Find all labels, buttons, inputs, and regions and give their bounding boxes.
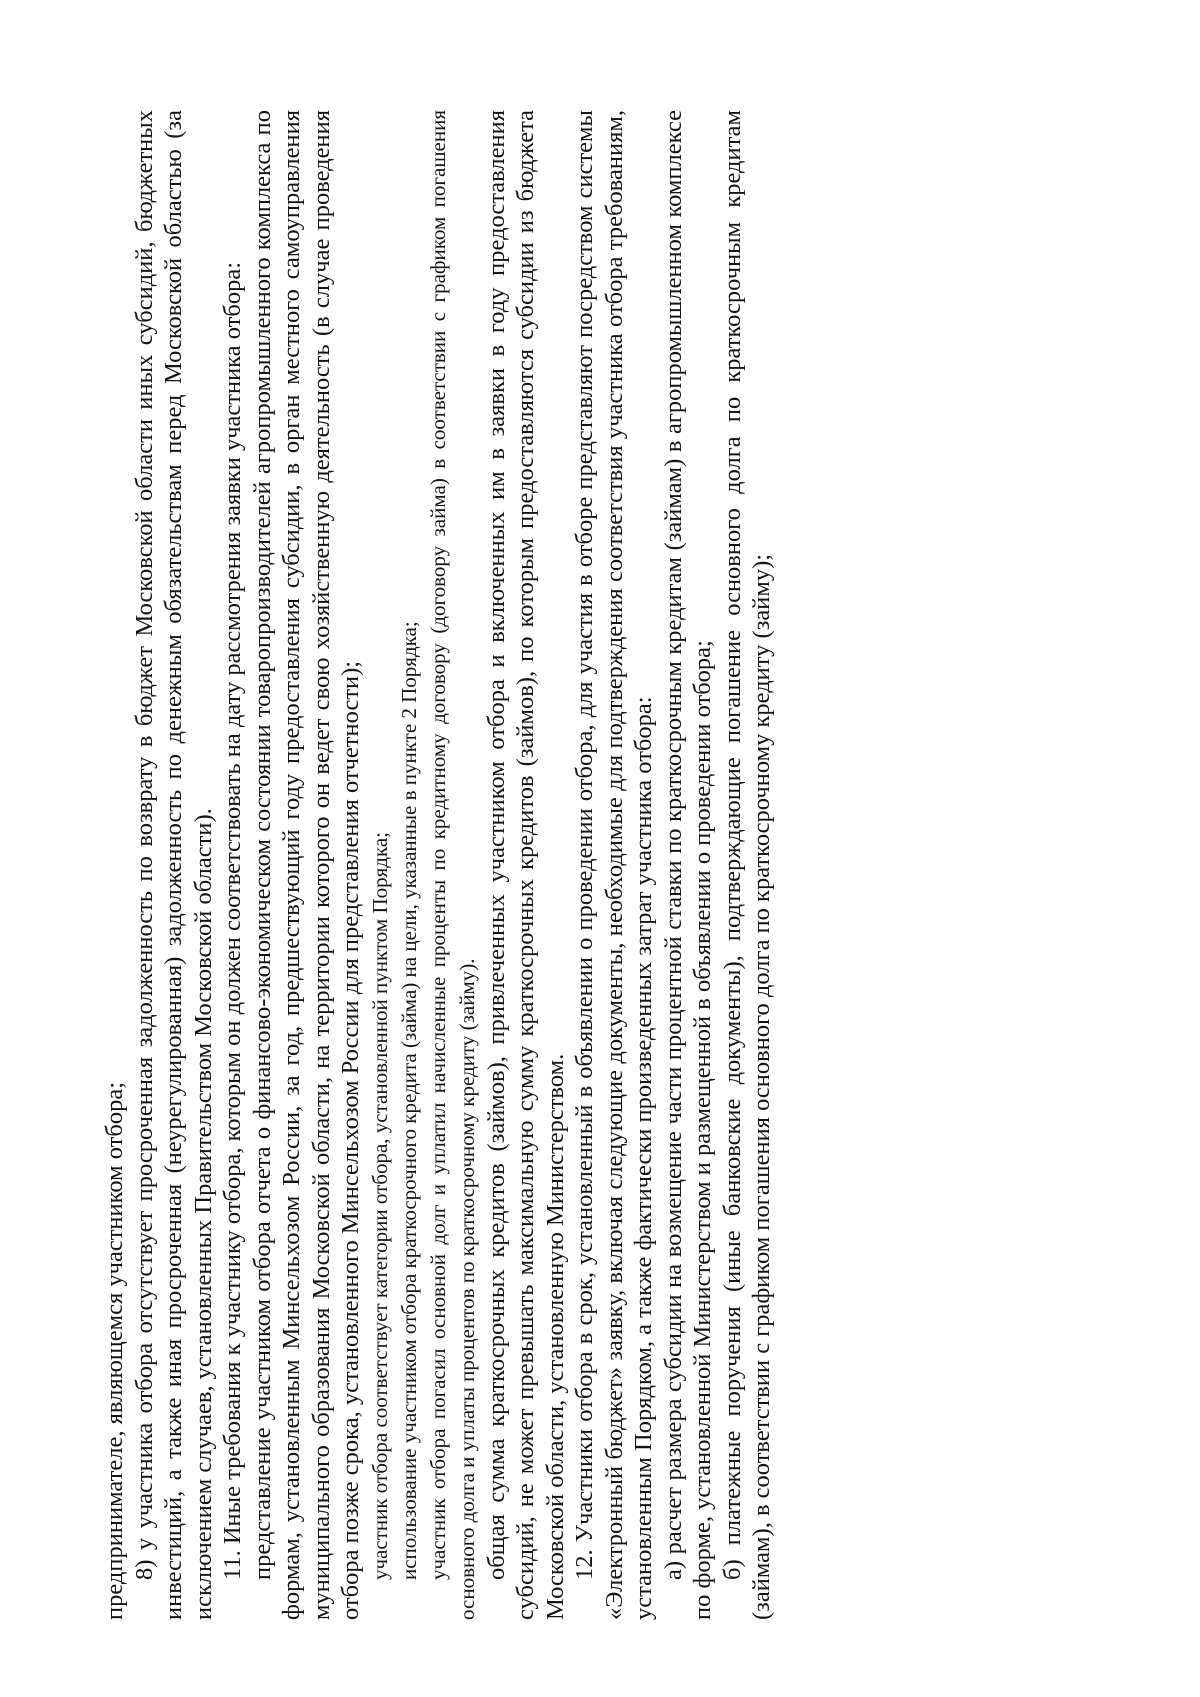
paragraph-item-8: 8) у участника отбора отсутствует просроченная задолженность по возврату в бюджет Московской области иных субсидий, бюджетных инвестиций, а также иная просроченная (неурегулированная) задолженность по денежным обязательствам перед Московской областью (за исключением случаев, установленных Правительством Московской области).	[130, 110, 217, 1620]
paragraph-section-11: 11. Иные требования к участнику отбора, которым он должен соответствовать на дату рассмотрения заявки участника отбора:	[219, 262, 246, 1580]
paragraph-continuation: предпринимателе, являющемся участником отбора;	[101, 1081, 128, 1620]
paragraph-report-requirement: представление участником отбора отчета о финансово-экономическом состоянии товаропроизводителей агропромышленного комплекса по формам, установленным Минсельхозом России, за год, предшествующий году предоставления субсидии, в орган местного самоуправления муниципального образования Московской области, на территории которого он ведет свою хозяйственную деятельность (в случае проведения отбора позже срока, установленного Минсельхозом России для представления отчетности);	[248, 110, 364, 1620]
paragraph-section-12: 12. Участники отбора в срок, установленный в объявлении о проведении отбора, для участия в отборе представляют посредством системы «Электронный бюджет» заявку, включая следующие документы, необходимые для подтверждения соответствия участника отбора требованиям, установленным Порядком, а также фактически произведенных затрат участника отбора:	[571, 110, 657, 1620]
paragraph-loan-usage: использование участником отбора краткосрочного кредита (займа) на цели, указанные в пункте 2 Порядка;	[396, 621, 421, 1580]
paragraph-item-a: а) расчет размера субсидии на возмещение части процентной ставки по краткосрочным кредитам (займам) в агропромышленном комплексе по форме, установленной Министерством и размещенной в объявлении о проведении отбора;	[659, 110, 716, 1620]
paragraph-category: участник отбора соответствует категории отбора, установленной пунктом Порядка;	[367, 832, 392, 1580]
paragraph-total-amount: общая сумма краткосрочных кредитов (займов), привлеченных участником отбора и включенных им в заявки в году предоставления субсидий, не может превышать максимальную сумму краткосрочных кредитов (займов), по которым предоставляются субсидии из бюджета Московской области, установленную Министерством.	[482, 110, 569, 1620]
rotated-text-block	[100, 110, 1030, 1620]
paragraph-debt-repaid: участник отбора погасил основной долг и уплатил начисленные проценты по кредитному договору (договору займа) в соответствии с графиком погашения основного долга и уплаты процентов по краткосрочному кредиту (займу).	[425, 110, 479, 1620]
paragraph-item-b: б) платежные поручения (иные банковские документы), подтверждающие погашение основного долга по краткосрочным кредитам (займам), в соответствии с графиком погашения основного долга по краткосрочному кредиту (займу);	[718, 110, 775, 1620]
